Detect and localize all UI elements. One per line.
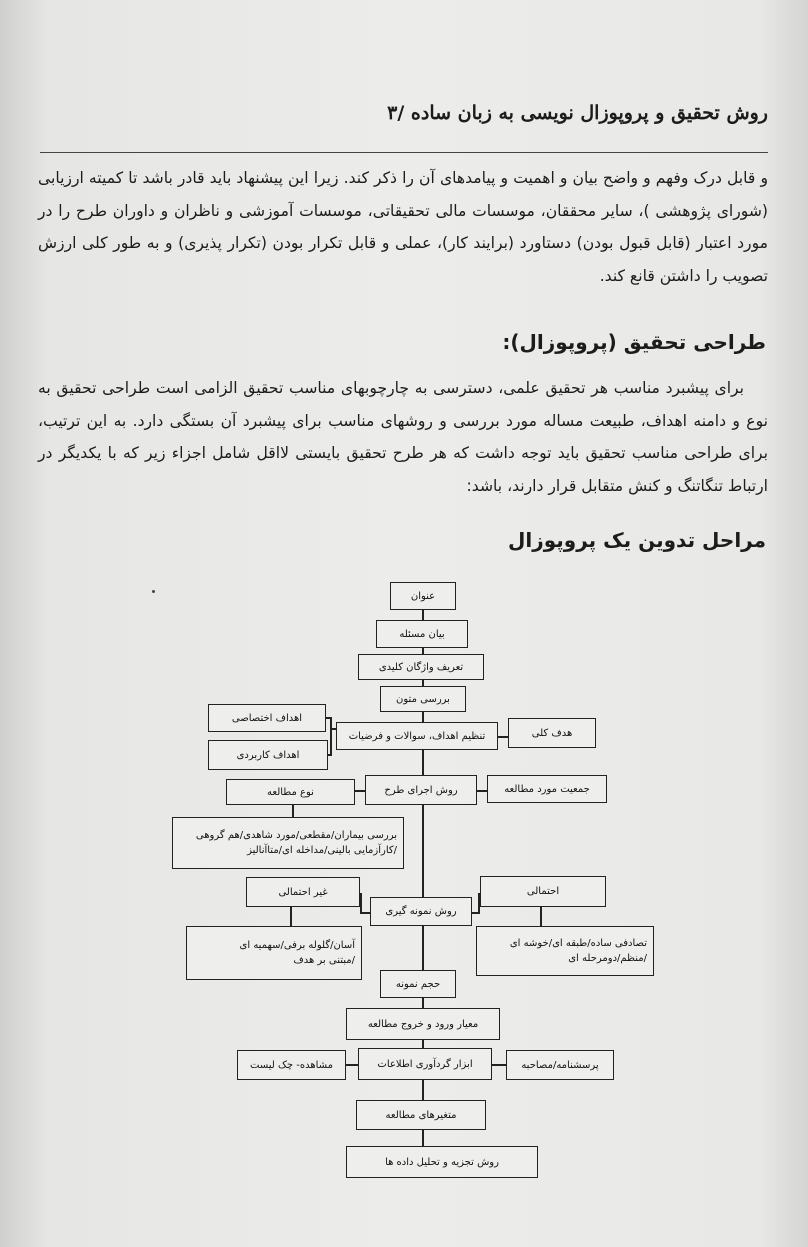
flow-method-box: روش اجرای طرح bbox=[365, 775, 477, 805]
connector bbox=[422, 998, 424, 1008]
connector bbox=[292, 805, 294, 817]
flow-specific-goals-box: اهداف اختصاصی bbox=[208, 704, 326, 732]
connector bbox=[422, 610, 424, 620]
flow-probability-methods-box bbox=[476, 926, 654, 976]
flow-inclusion-exclusion-box: معیار ورود و خروج مطالعه bbox=[346, 1008, 500, 1040]
connector bbox=[346, 1064, 358, 1066]
connector bbox=[360, 893, 362, 913]
connector bbox=[540, 907, 542, 926]
flow-study-variables-box: متغیرهای مطالعه bbox=[356, 1100, 486, 1130]
flow-non-probability-box: غیر احتمالی bbox=[246, 877, 360, 907]
flow-observation-checklist-box: مشاهده- چک لیست bbox=[237, 1050, 346, 1080]
connector bbox=[422, 1040, 424, 1048]
running-title: روش تحقیق و پروپوزال نویسی به زبان ساده /۳ bbox=[387, 102, 768, 124]
connector bbox=[477, 790, 487, 792]
flow-study-type-box: نوع مطالعه bbox=[226, 779, 355, 805]
connector bbox=[422, 1130, 424, 1146]
flow-questionnaire-interview-box: پرسشنامه/مصاحبه bbox=[506, 1050, 614, 1080]
flow-keywords-box: تعریف واژگان کلیدی bbox=[358, 654, 484, 680]
flow-literature-review-box: بررسی متون bbox=[380, 686, 466, 712]
flow-data-analysis-box: روش تجزیه و تحلیل داده ها bbox=[346, 1146, 538, 1178]
flow-sampling-method-box: روش نمونه گیری bbox=[370, 897, 472, 926]
flow-non-probability-methods-box bbox=[186, 926, 362, 980]
connector bbox=[422, 926, 424, 970]
prob-methods-line-2: /منظم/دومرحله ای bbox=[568, 953, 647, 964]
flow-probability-box: احتمالی bbox=[480, 876, 606, 907]
connector bbox=[498, 736, 508, 738]
flow-sample-size-box: حجم نمونه bbox=[380, 970, 456, 998]
prob-methods-line-1: تصادفی ساده/طبقه ای/خوشه ای bbox=[509, 938, 647, 949]
flow-applied-goals-box: اهداف کاربردی bbox=[208, 740, 328, 770]
connector bbox=[290, 907, 292, 926]
connector bbox=[422, 750, 424, 775]
flow-study-designs-box bbox=[172, 817, 404, 869]
connector bbox=[422, 805, 424, 897]
flow-problem-statement-box: بیان مسئله bbox=[376, 620, 468, 648]
study-designs-line-1: بررسی بیماران/مقطعی/مورد شاهدی/هم گروهی bbox=[195, 830, 397, 841]
non-prob-methods-line-1: آسان/گلوله برفی/سهمیه ای bbox=[239, 940, 355, 951]
flow-objectives-box: تنظیم اهداف، سوالات و فرضیات bbox=[336, 722, 498, 750]
connector bbox=[422, 1080, 424, 1100]
connector bbox=[422, 712, 424, 722]
flow-study-population-box: جمعیت مورد مطالعه bbox=[487, 775, 607, 803]
flow-title-box: عنوان bbox=[390, 582, 456, 610]
section-heading-research-design: طراحی تحقیق (پروپوزال): bbox=[502, 330, 766, 354]
connector bbox=[492, 1064, 506, 1066]
connector bbox=[355, 790, 365, 792]
study-designs-line-2: /کارآزمایی بالینی/مداخله ای/متاآنالیز bbox=[247, 845, 397, 856]
connector bbox=[330, 717, 332, 755]
flow-general-goal-box: هدف کلی bbox=[508, 718, 596, 748]
research-design-paragraph: برای پیشبرد مناسب هر تحقیق علمی، دسترسی به چارچوبهای مناسب تحقیق الزامی است طراحی تحقیق به نوع و دامنه اهداف، طبیعت مساله مورد بررسی و روشهای مناسب برای پیشبرد آن بستگی دارد. به این ترتیب، برای طراحی مناسب تحقیق باید توجه داشت که هر طرح تحقیق بایستی لااقل شامل اجزاء زیر که با یکدیگر در ارتباط تنگاتنگ و کنش متقابل قرار دارند، باشد: bbox=[38, 379, 768, 495]
flow-data-collection-tools-box: ابزار گردآوری اطلاعات bbox=[358, 1048, 492, 1080]
intro-paragraph: و قابل درک وفهم و واضح بیان و اهمیت و پیامدهای آن را ذکر کند. زیرا این پیشنهاد باید قادر باشد تا کمیته ارزیابی (شورای پژوهشی )، سایر محققان، موسسات مالی تحقیقاتی، موسسات آموزشی و ناظران و داوران طرح را در مورد اعتبار (قابل قبول بودن) دستاورد (برایند کار)، عملی و قابل تکرار بودن (تکرار پذیری) و به طور کلی ارزش تصویب را داشتن قانع کند. bbox=[38, 169, 768, 285]
section-heading-proposal-steps: مراحل تدوین یک پروپوزال bbox=[508, 528, 766, 552]
connector bbox=[326, 717, 332, 719]
non-prob-methods-line-2: /مبتنی بر هدف bbox=[293, 955, 355, 966]
